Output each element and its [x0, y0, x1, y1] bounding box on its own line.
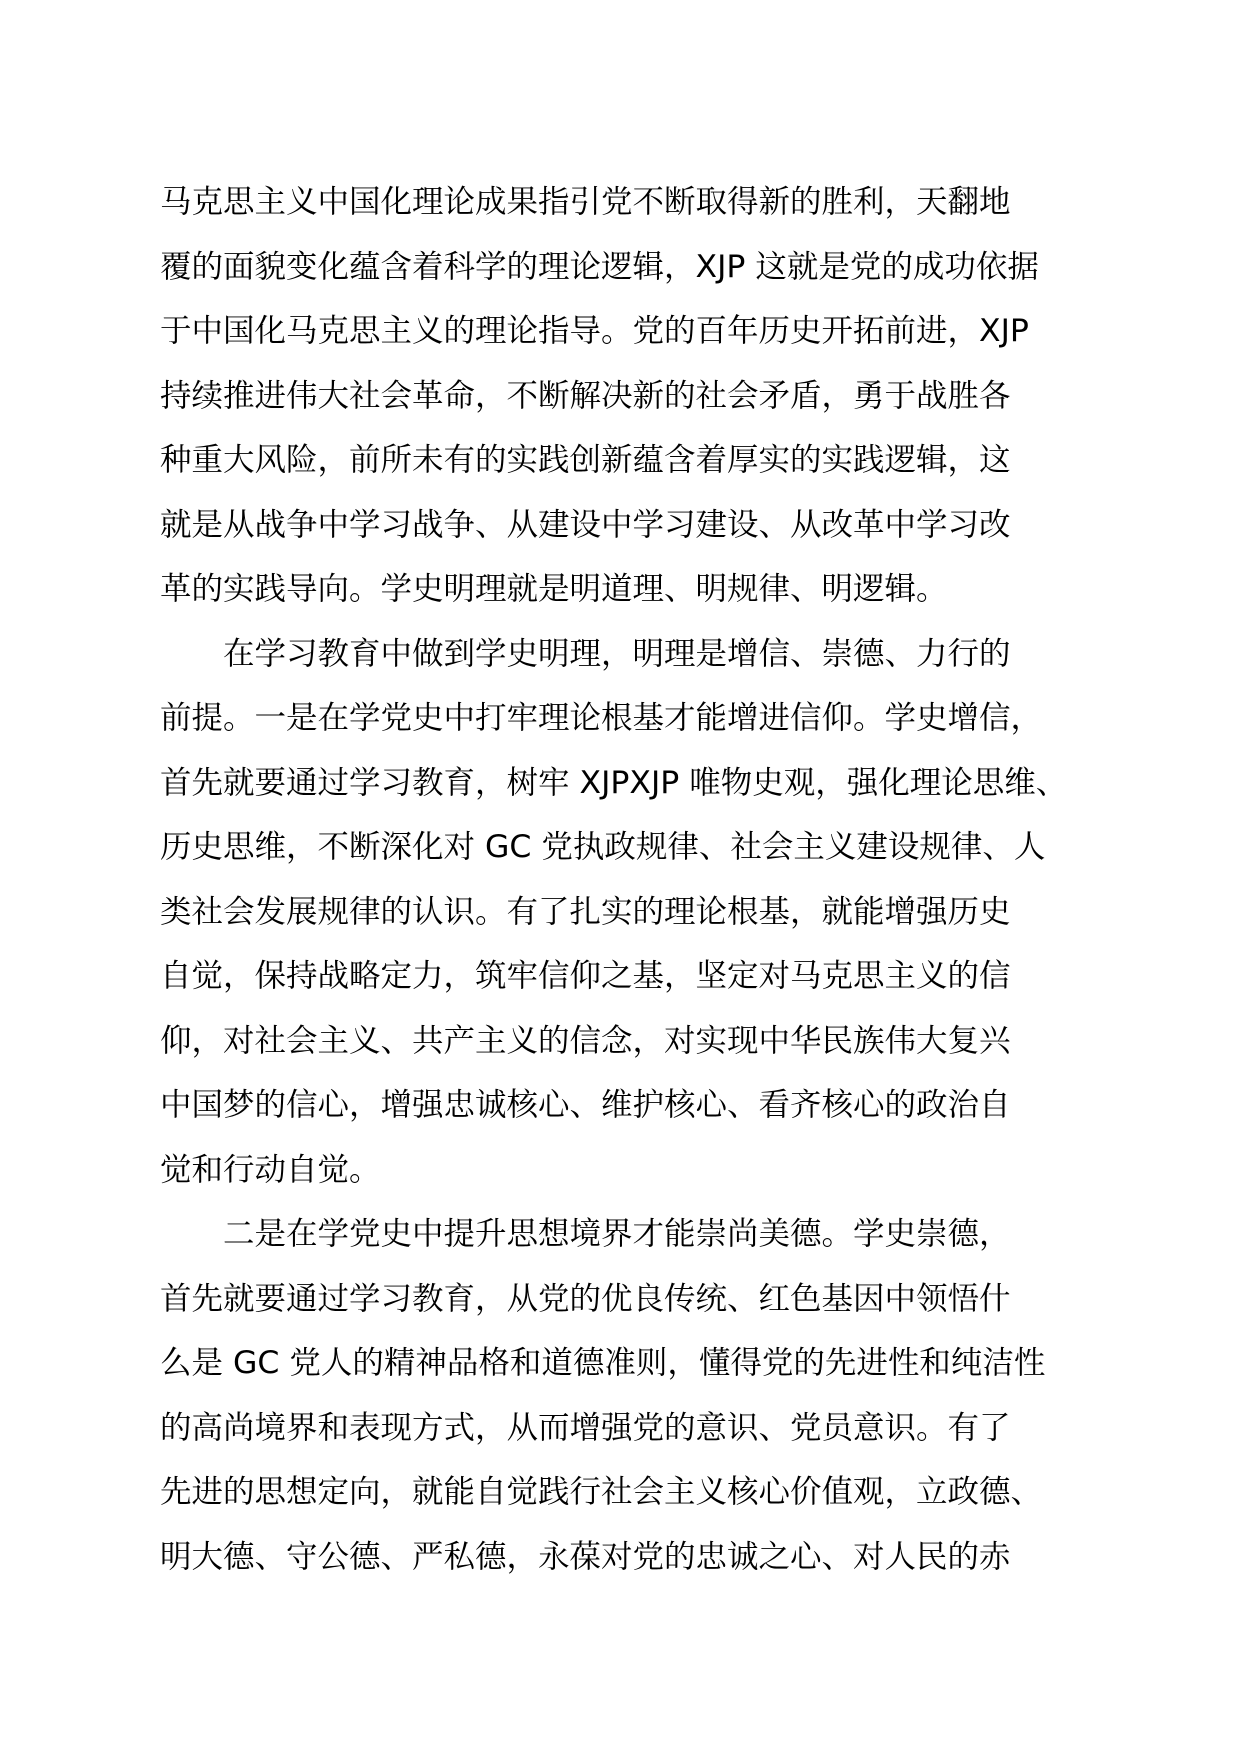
text-line: 前提。一是在学党史中打牢理论根基才能增进信仰。学史增信，	[160, 700, 1043, 736]
text-line: 覆的面貌变化蕴含着科学的理论逻辑，XJP 这就是党的成功依据	[160, 248, 1039, 285]
text-line: 持续推进伟大社会革命，不断解决新的社会矛盾，勇于战胜各	[160, 377, 1011, 414]
text-line: 首先就要通过学习教育，从党的优良传统、红色基因中领悟什	[160, 1280, 1011, 1317]
text-line: 么是 GC 党人的精神品格和道德准则，懂得党的先进性和纯洁性	[160, 1345, 1046, 1381]
text-line: 就是从战争中学习战争、从建设中学习建设、从改革中学习改	[160, 506, 1011, 543]
paragraph-start-line: 在学习教育中做到学史明理，明理是增信、崇德、力行的	[223, 635, 1011, 672]
text-line: 种重大风险，前所未有的实践创新蕴含着厚实的实践逻辑，这	[160, 442, 1011, 478]
paragraph-start-line: 二是在学党史中提升思想境界才能崇尚美德。学史崇德，	[223, 1216, 1011, 1252]
text-line: 仰，对社会主义、共产主义的信念，对实现中华民族伟大复兴	[160, 1022, 1011, 1059]
text-line: 先进的思想定向，就能自觉践行社会主义核心价值观，立政德、	[160, 1474, 1043, 1510]
text-line: 的高尚境界和表现方式，从而增强党的意识、党员意识。有了	[160, 1409, 1011, 1446]
text-line: 于中国化马克思主义的理论指导。党的百年历史开拓前进，XJP	[160, 313, 1029, 349]
text-line: 类社会发展规律的认识。有了扎实的理论根基，就能增强历史	[160, 893, 1011, 930]
text-line: 首先就要通过学习教育，树牢 XJPXJP 唯物史观，强化理论思维、	[160, 764, 1068, 801]
text-line: 中国梦的信心，增强忠诚核心、维护核心、看齐核心的政治自	[160, 1087, 1011, 1123]
text-line: 明大德、守公德、严私德，永葆对党的忠诚之心、对人民的赤	[160, 1538, 1011, 1575]
text-line: 自觉，保持战略定力，筑牢信仰之基，坚定对马克思主义的信	[160, 958, 1011, 994]
text-line: 历史思维，不断深化对 GC 党执政规律、社会主义建设规律、人	[160, 829, 1046, 865]
text-line: 革的实践导向。学史明理就是明道理、明规律、明逻辑。	[160, 571, 948, 607]
text-line: 马克思主义中国化理论成果指引党不断取得新的胜利，天翻地	[160, 184, 1011, 220]
body-text	[160, 170, 1120, 1589]
text-line: 觉和行动自觉。	[160, 1151, 381, 1188]
